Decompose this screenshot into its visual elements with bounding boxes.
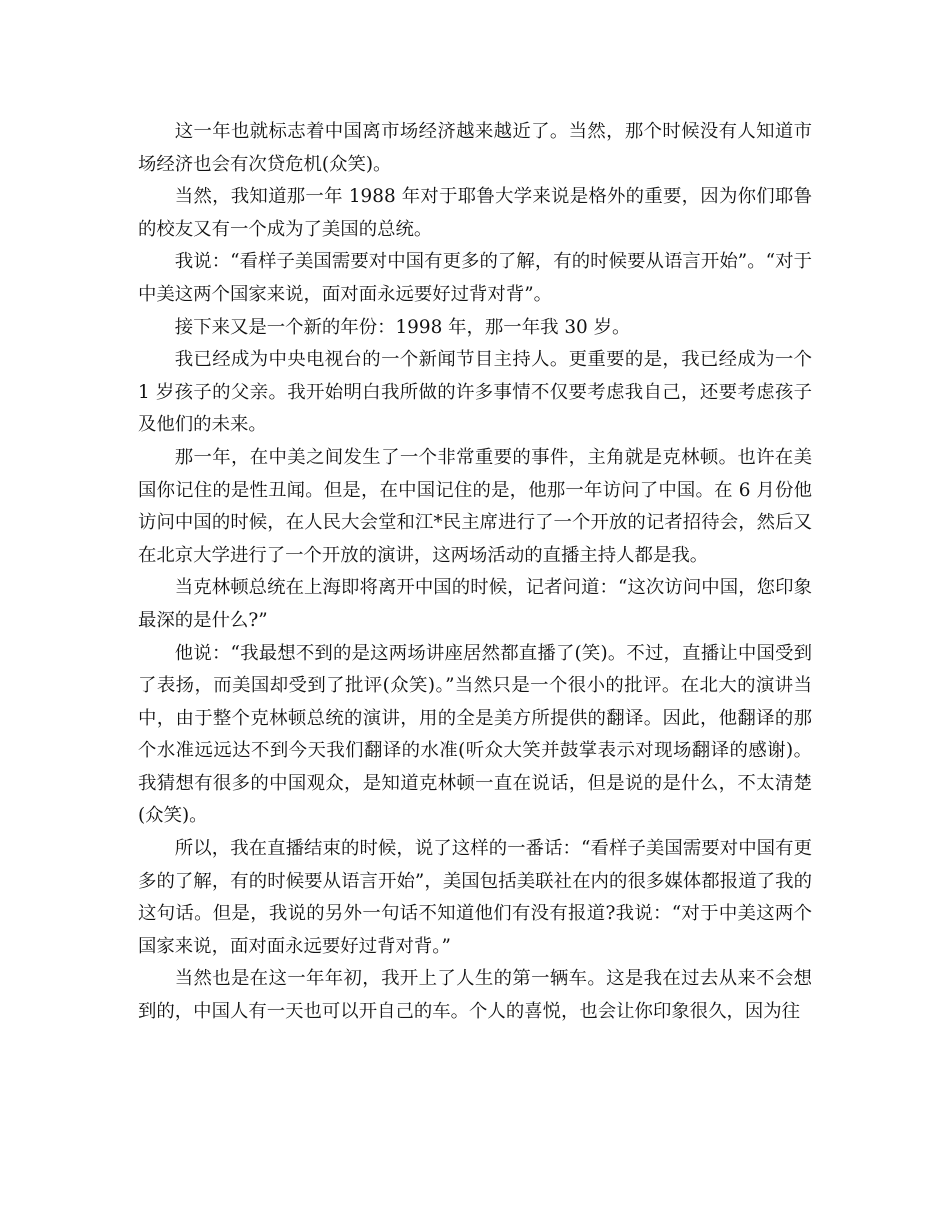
paragraph: 那一年，在中美之间发生了一个非常重要的事件，主角就是克林顿。也许在美国你记住的是性丑闻。但是，在中国记住的是，他那一年访问了中国。在 6 月份他访问中国的时候，在人民大会堂和江*民主席进行了一个开放的记者招待会，然后又在北京大学进行了一个开放的演讲，这两场活动的直播主持人都是我。 [138, 446, 812, 566]
paragraph: 我说：“看样子美国需要对中国有更多的了解，有的时候要从语言开始”。“对于中美这两个国家来说，面对面永远要好过背对背”。 [138, 251, 812, 305]
document-body [138, 116, 812, 1029]
paragraph: 当然，我知道那一年 1988 年对于耶鲁大学来说是格外的重要，因为你们耶鲁的校友又有一个成为了美国的总统。 [138, 186, 812, 240]
paragraph: 这一年也就标志着中国离市场经济越来越近了。当然，那个时候没有人知道市场经济也会有次贷危机(众笑)。 [138, 121, 812, 175]
paragraph: 当克林顿总统在上海即将离开中国的时候，记者问道：“这次访问中国，您印象最深的是什么?” [138, 577, 812, 631]
paragraph: 我已经成为中央电视台的一个新闻节目主持人。更重要的是，我已经成为一个 1 岁孩子的父亲。我开始明白我所做的许多事情不仅要考虑我自己，还要考虑孩子及他们的未来。 [138, 349, 812, 436]
paragraph: 他说：“我最想不到的是这两场讲座居然都直播了(笑)。不过，直播让中国受到了表扬，而美国却受到了批评(众笑)。”当然只是一个很小的批评。在北大的演讲当中，由于整个克林顿总统的演讲，用的全是美方所提供的翻译。因此，他翻译的那个水准远远达不到今天我们翻译的水准(听众大笑并鼓掌表示对现场翻译的感谢)。我猜想有很多的中国观众，是知道克林顿一直在说话，但是说的是什么，不太清楚(众笑)。 [138, 642, 812, 827]
paragraph: 所以，我在直播结束的时候，说了这样的一番话：“看样子美国需要对中国有更多的了解，有的时候要从语言开始”，美国包括美联社在内的很多媒体都报道了我的这句话。但是，我说的另外一句话不知道他们有没有报道?我说：“对于中美这两个国家来说，面对面永远要好过背对背。” [138, 838, 812, 957]
paragraph: 当然也是在这一年年初，我开上了人生的第一辆车。这是我在过去从来不会想到的，中国人有一天也可以开自己的车。个人的喜悦，也会让你印象很久，因为往 [138, 968, 812, 1023]
paragraph: 接下来又是一个新的年份：1998 年，那一年我 30 岁。 [174, 316, 631, 338]
